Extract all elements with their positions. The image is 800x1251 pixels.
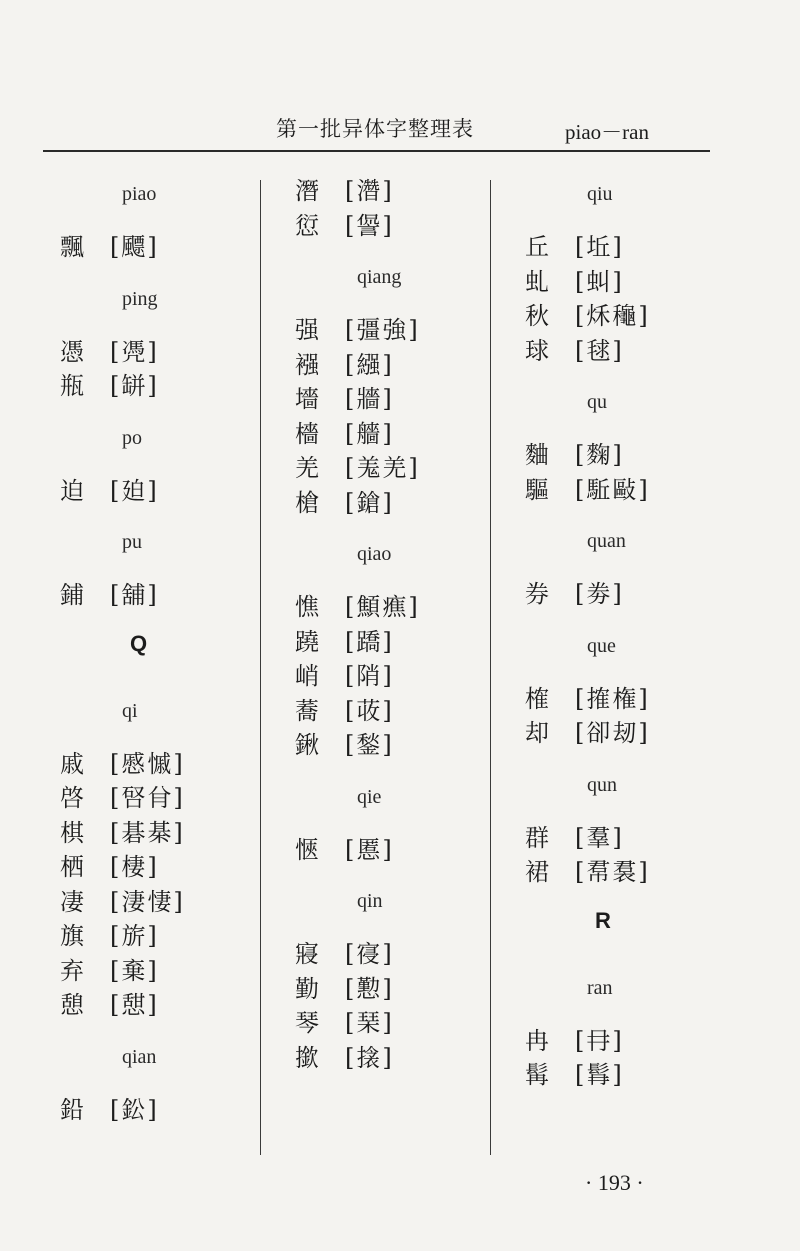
pinyin-heading: qin (357, 890, 383, 912)
variant-characters: [坵] (575, 233, 624, 261)
variant-characters: [棄] (110, 956, 159, 985)
variant-characters: [顦癄] (345, 593, 420, 621)
variant-characters: [飃] (110, 233, 159, 261)
character-entry (525, 855, 700, 890)
character-entry (295, 590, 470, 625)
standard-character: 愆 (295, 211, 319, 240)
variant-characters: [羗羌] (345, 454, 420, 482)
character-entry (525, 1024, 700, 1059)
variant-characters: [憇] (110, 991, 159, 1019)
standard-character: 寢 (295, 940, 319, 968)
standard-character: 槍 (295, 488, 319, 517)
pinyin-heading: quan (587, 530, 626, 552)
character-entry (295, 833, 470, 868)
character-entry (60, 781, 235, 816)
character-entry (295, 972, 470, 1007)
standard-character: 羌 (295, 454, 319, 482)
character-entry (295, 174, 470, 209)
character-entry (60, 850, 235, 885)
character-entry (60, 885, 235, 920)
character-entry (60, 919, 235, 954)
standard-character: 琴 (295, 1009, 319, 1037)
character-entry (525, 577, 700, 612)
standard-character: 襁 (295, 350, 319, 379)
pinyin-heading: qie (357, 785, 382, 808)
pinyin-heading: ran (587, 976, 613, 999)
variant-characters: [鎗] (345, 488, 394, 517)
variant-characters: [繦] (345, 350, 394, 379)
pinyin-heading: qi (122, 699, 138, 722)
character-entry (60, 816, 235, 851)
character-entry (295, 486, 470, 521)
variant-characters: [缾] (110, 372, 159, 400)
variant-characters: [毬] (575, 336, 624, 365)
standard-character: 群 (525, 823, 549, 852)
character-entry (525, 299, 700, 334)
variant-characters: [搇] (345, 1043, 394, 1072)
standard-character: 勤 (295, 974, 319, 1003)
character-entry (525, 1058, 700, 1093)
standard-character: 虬 (525, 267, 549, 296)
variant-characters: [寑] (345, 940, 394, 968)
pinyin-range: piao－ran (565, 120, 649, 144)
page-title: 第一批异体字整理表 (276, 117, 474, 141)
variant-characters: [濳] (345, 177, 394, 205)
character-entry (60, 474, 235, 509)
pinyin-heading: pu (122, 531, 142, 553)
standard-character: 强 (295, 316, 319, 344)
column-divider (260, 180, 261, 1155)
character-entry (60, 230, 235, 265)
standard-character: 峭 (295, 662, 319, 690)
character-entry (525, 473, 700, 508)
standard-character: 髯 (525, 1061, 549, 1089)
variant-characters: [慝] (345, 835, 394, 864)
standard-character: 潛 (295, 177, 319, 205)
pinyin-heading: piao (122, 183, 157, 205)
standard-character: 鋪 (60, 581, 84, 609)
variant-characters: [搉権] (575, 684, 650, 713)
standard-character: 丘 (525, 233, 549, 261)
variant-characters: [鈆] (110, 1095, 159, 1124)
standard-character: 冉 (525, 1026, 549, 1055)
section-letter: R (595, 907, 611, 933)
variant-characters: [牆] (345, 385, 394, 413)
variant-characters: [棲] (110, 853, 159, 881)
variant-characters: [卻刼] (575, 719, 650, 747)
standard-character: 蹺 (295, 627, 319, 656)
pinyin-heading: po (122, 426, 142, 449)
standard-character: 麯 (525, 441, 549, 469)
standard-character: 却 (525, 719, 549, 747)
character-entry (525, 682, 700, 717)
character-entry (60, 954, 235, 989)
pinyin-heading: qiang (357, 266, 402, 288)
variant-characters: [冄] (575, 1026, 624, 1055)
character-entry (295, 659, 470, 694)
character-entry (295, 694, 470, 729)
standard-character: 棋 (60, 818, 84, 847)
standard-character: 旗 (60, 922, 84, 950)
character-entry (60, 747, 235, 782)
column-1 (60, 160, 235, 1160)
character-entry (295, 209, 470, 244)
variant-characters: [彊強] (345, 316, 420, 344)
character-entry (295, 417, 470, 452)
variant-characters: [慼慽] (110, 749, 185, 778)
standard-character: 蕎 (295, 696, 319, 725)
page-number: · 193 · (585, 1170, 644, 1195)
variant-characters: [舖] (110, 581, 159, 609)
standard-character: 栖 (60, 853, 84, 881)
character-entry (525, 821, 700, 856)
pinyin-heading: qiao (357, 543, 392, 565)
standard-character: 戚 (60, 749, 84, 778)
pinyin-heading: qu (587, 391, 607, 413)
standard-character: 撳 (295, 1043, 319, 1072)
standard-character: 墻 (295, 385, 319, 413)
column-3 (525, 160, 700, 1160)
variant-characters: [陗] (345, 662, 394, 690)
character-entry (60, 335, 235, 370)
character-entry (295, 348, 470, 383)
standard-character: 瓶 (60, 372, 84, 400)
variant-characters: [秌龝] (575, 302, 650, 330)
character-entry (295, 937, 470, 972)
character-entry (295, 728, 470, 763)
variant-characters: [駈敺] (575, 475, 650, 504)
character-entry (60, 578, 235, 613)
standard-character: 憔 (295, 593, 319, 621)
variant-characters: [蹻] (345, 627, 394, 656)
character-entry (60, 369, 235, 404)
character-entry (295, 1041, 470, 1076)
variant-characters: [艢] (345, 419, 394, 448)
variant-characters: [懃] (345, 974, 394, 1003)
variant-characters: [麴] (575, 441, 624, 469)
standard-character: 鍬 (295, 731, 319, 759)
variant-characters: [虯] (575, 267, 624, 296)
pinyin-heading: qiu (587, 183, 613, 205)
standard-character: 券 (525, 580, 549, 608)
standard-character: 秋 (525, 302, 549, 330)
variant-characters: [唘䏌] (110, 784, 185, 812)
variant-characters: [碁棊] (110, 818, 185, 847)
variant-characters: [凴] (110, 337, 159, 366)
standard-character: 飄 (60, 233, 84, 261)
standard-character: 凄 (60, 887, 84, 916)
character-entry (60, 988, 235, 1023)
standard-character: 啓 (60, 784, 84, 812)
variant-characters: [琹] (345, 1009, 394, 1037)
standard-character: 球 (525, 336, 549, 365)
character-entry (295, 382, 470, 417)
character-entry (525, 716, 700, 751)
character-entry (525, 265, 700, 300)
pinyin-heading: que (587, 634, 616, 657)
standard-character: 鉛 (60, 1095, 84, 1124)
variant-characters: [羣] (575, 823, 624, 852)
column-divider (490, 180, 491, 1155)
standard-character: 憩 (60, 991, 84, 1019)
standard-character: 裙 (525, 858, 549, 886)
standard-character: 驅 (525, 475, 549, 504)
character-entry (525, 230, 700, 265)
section-letter: Q (130, 630, 148, 656)
standard-character: 弃 (60, 956, 84, 985)
variant-characters: [廹] (110, 476, 159, 505)
pinyin-heading: qun (587, 773, 617, 796)
character-entry (295, 451, 470, 486)
standard-character: 愜 (295, 835, 319, 864)
variant-characters: [旂] (110, 922, 159, 950)
character-entry (295, 625, 470, 660)
standard-character: 迫 (60, 476, 84, 505)
standard-character: 憑 (60, 337, 84, 366)
variant-characters: [髥] (575, 1061, 624, 1089)
variant-characters: [帬裠] (575, 858, 650, 886)
character-entry (60, 1093, 235, 1128)
variant-characters: [淒悽] (110, 887, 185, 916)
variant-characters: [鍫] (345, 731, 394, 759)
character-entry (525, 334, 700, 369)
variant-characters: [荍] (345, 696, 394, 725)
character-entry (295, 1006, 470, 1041)
variant-characters: [諐] (345, 211, 394, 240)
standard-character: 檣 (295, 419, 319, 448)
header-divider (43, 150, 710, 152)
character-entry (525, 438, 700, 473)
standard-character: 榷 (525, 684, 549, 713)
character-entry (295, 313, 470, 348)
column-2 (295, 160, 470, 1160)
variant-characters: [劵] (575, 580, 624, 608)
pinyin-heading: qian (122, 1045, 157, 1068)
page-header (0, 0, 800, 160)
pinyin-heading: ping (122, 287, 158, 310)
